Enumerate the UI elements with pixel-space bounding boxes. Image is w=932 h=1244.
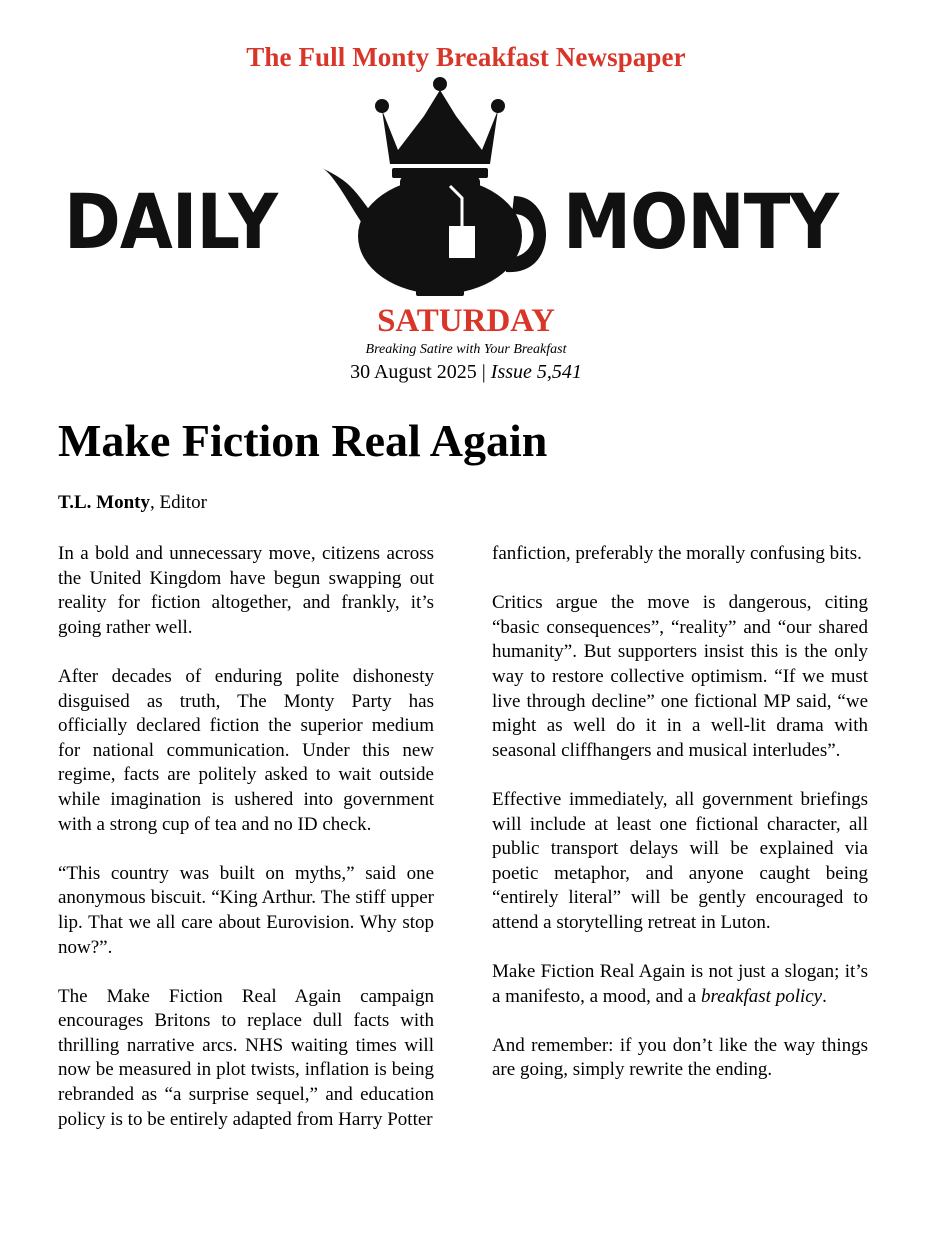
- edition-day: SATURDAY: [377, 303, 555, 339]
- paragraph: The Make Fiction Real Again campaign encourages Britons to replace dull facts with thrilling narrative arcs. NHS waiting times will now be measured in plot twists, inflation is being rebranded as “a surprise sequel,” and education policy is to be entirely adapted from Harry Potter: [58, 985, 434, 1130]
- author-name: T.L. Monty: [58, 492, 151, 513]
- newspaper-top-title: The Full Monty Breakfast Newspaper: [246, 42, 686, 72]
- dateline: [0, 361, 932, 384]
- paragraph: In a bold and unnecessary move, citizens across the United Kingdom have begun swapping out reality for fiction altogether, and frankly, it’s going rather well.: [58, 543, 434, 638]
- issue-date: 30 August 2025: [350, 361, 477, 383]
- closing-text-start: Make Fiction Real Again is not just a slogan; it’s a manifesto, a mood, and a: [492, 961, 868, 1007]
- dateline-separator: |: [476, 361, 491, 383]
- paragraph: After decades of enduring polite dishonesty disguised as truth, The Monty Party has officially declared fiction the superior medium for national communication. Under this new regime, facts are politely asked to wait outside while imagination is ushered into government with a strong cup of tea and no ID check.: [58, 665, 434, 835]
- paragraph: “This country was built on myths,” said one anonymous biscuit. “King Arthur. The stiff upper lip. That we all care about Eurovision. Why stop now?”.: [58, 862, 434, 958]
- paragraph-final: And remember: if you don’t like the way things are going, simply rewrite the ending.: [492, 1034, 868, 1081]
- logo-word-daily: DAILY: [64, 177, 278, 266]
- paragraph: Effective immediately, all government briefings will include at least one fictional character, all public transport delays will be explained via poetic metaphor, and anyone caught being “entirely literal” will be gently encouraged to attend a storytelling retreat in Luton.: [492, 788, 868, 933]
- byline: [58, 492, 207, 514]
- issue-number: Issue 5,541: [490, 361, 582, 383]
- masthead-logo: [58, 76, 873, 298]
- author-role: , Editor: [150, 492, 208, 513]
- closing-text-emphasis: breakfast policy: [700, 985, 823, 1007]
- logo-word-monty: MONTY: [563, 177, 839, 266]
- article-headline: Make Fiction Real Again: [58, 415, 548, 466]
- paragraph-closing: [492, 960, 868, 1009]
- article-column-left: [58, 542, 434, 1157]
- closing-text-end: .: [822, 985, 827, 1007]
- paragraph: fanfiction, preferably the morally confusing bits.: [492, 543, 862, 564]
- paragraph: Critics argue the move is dangerous, citing “basic consequences”, “reality” and “our shared humanity”. But supporters insist this is the only way to restore collective optimism. “If we must live through decline” one fictional MP said, “we might as well do it in a well-lit drama with seasonal cliffhangers and musical interludes”.: [492, 592, 868, 761]
- article-column-right: [492, 542, 868, 1108]
- crowned-teapot-icon: [320, 76, 560, 296]
- tagline: Breaking Satire with Your Breakfast: [365, 342, 567, 357]
